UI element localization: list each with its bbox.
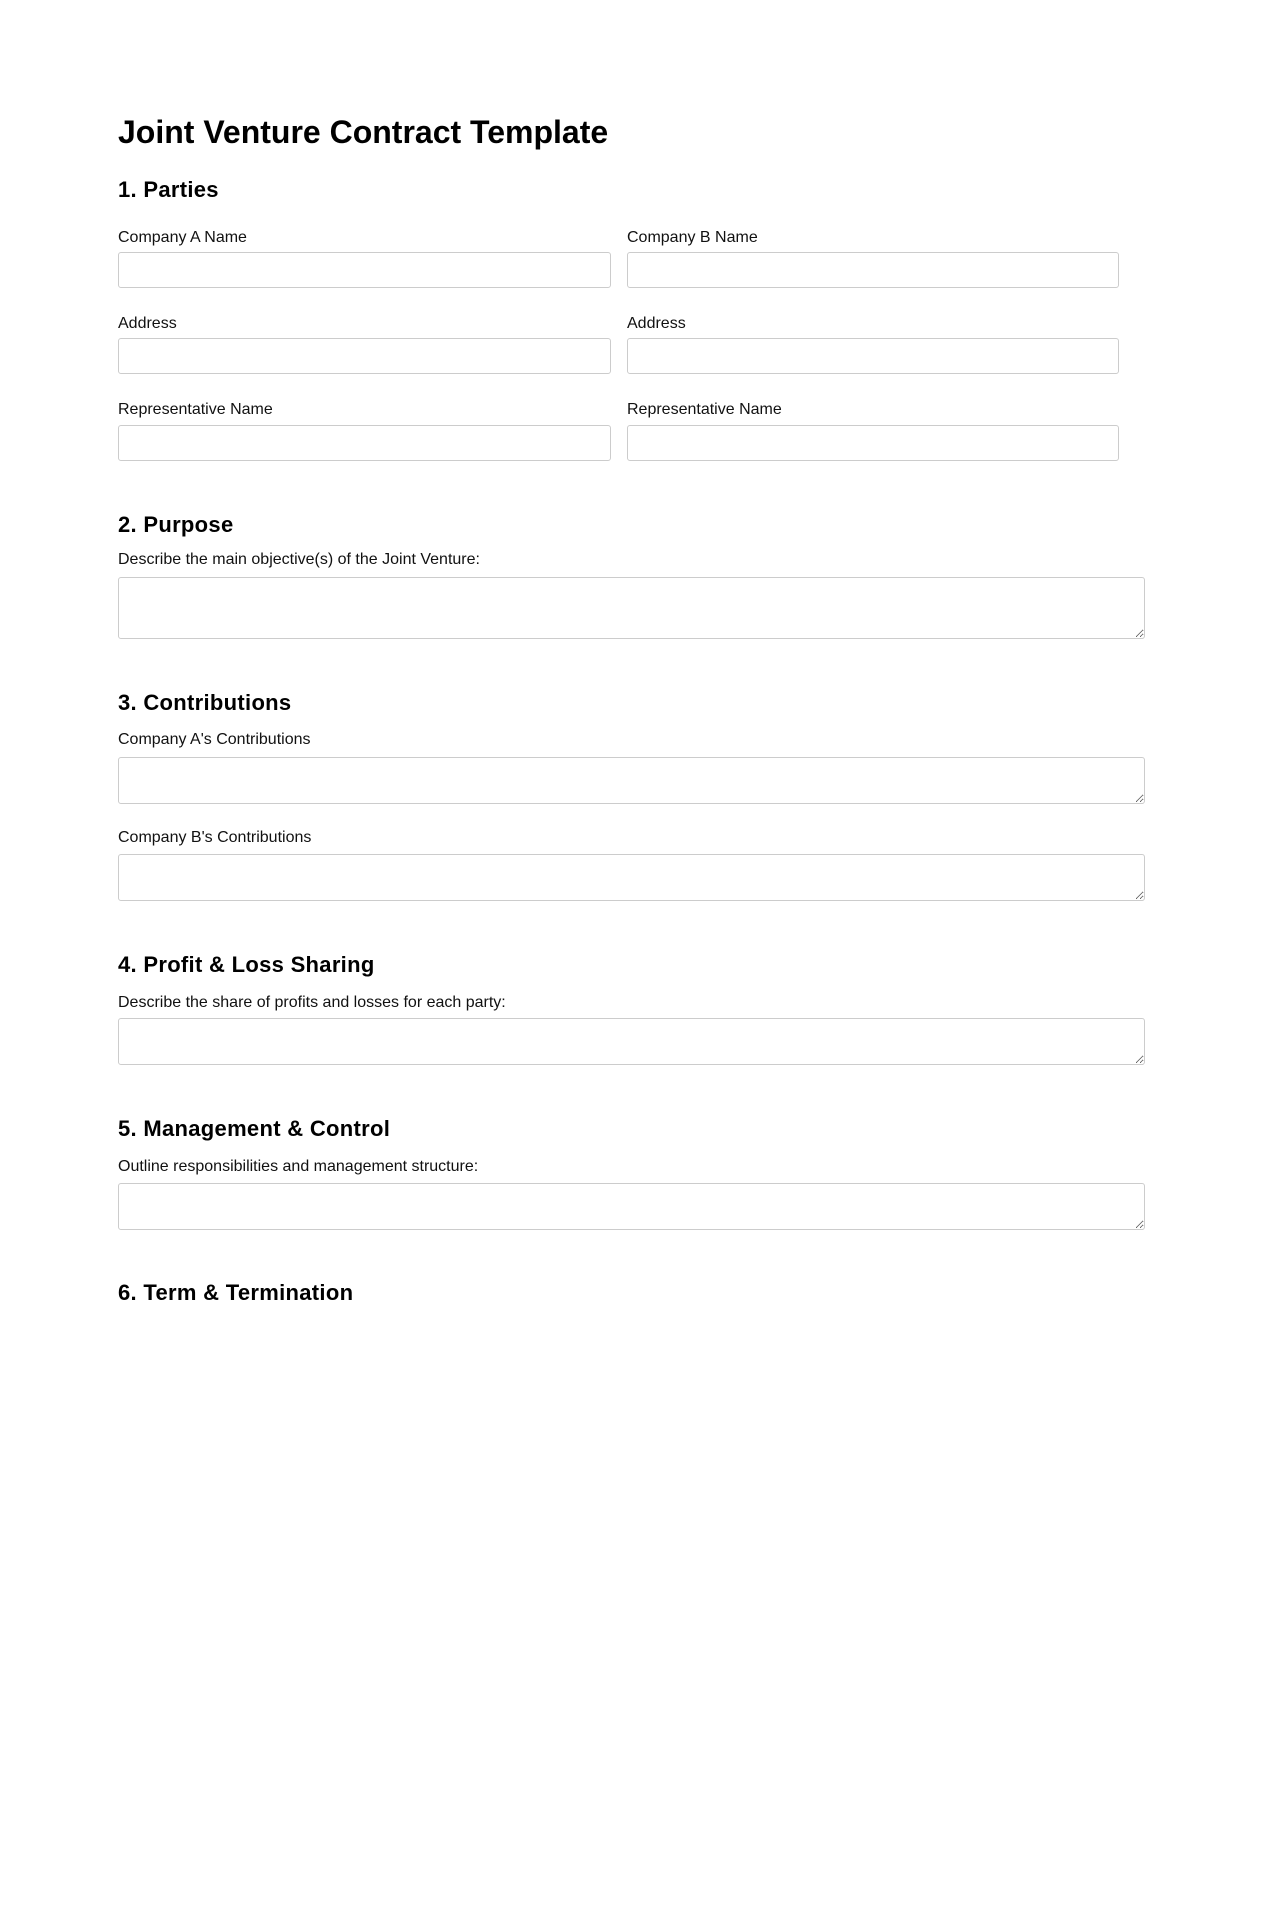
section-heading-management: 5. Management & Control xyxy=(118,1116,391,1141)
company-b-name-label: Company B Name xyxy=(627,229,758,246)
profit-loss-label: Describe the share of profits and losses for each party: xyxy=(118,994,506,1011)
company-a-name-label: Company A Name xyxy=(118,229,247,246)
company-b-address-input[interactable] xyxy=(627,338,1119,374)
company-b-name-input[interactable] xyxy=(627,252,1119,288)
profit-loss-textarea[interactable] xyxy=(118,1018,1145,1065)
company-a-address-input[interactable] xyxy=(118,338,611,374)
section-heading-term-termination: 6. Term & Termination xyxy=(118,1280,354,1305)
company-a-name-input[interactable] xyxy=(118,252,611,288)
page-title: Joint Venture Contract Template xyxy=(118,114,609,150)
company-a-contributions-textarea[interactable] xyxy=(118,757,1145,804)
section-heading-contributions: 3. Contributions xyxy=(118,690,292,715)
company-b-contributions-textarea[interactable] xyxy=(118,854,1145,901)
company-b-representative-label: Representative Name xyxy=(627,401,782,418)
purpose-textarea[interactable] xyxy=(118,577,1145,639)
company-b-representative-input[interactable] xyxy=(627,425,1119,461)
management-label: Outline responsibilities and management structure: xyxy=(118,1158,479,1175)
company-a-contributions-label: Company A's Contributions xyxy=(118,731,311,748)
management-textarea[interactable] xyxy=(118,1183,1145,1230)
company-a-representative-input[interactable] xyxy=(118,425,611,461)
section-heading-parties: 1. Parties xyxy=(118,177,219,202)
company-a-representative-label: Representative Name xyxy=(118,401,273,418)
section-heading-profit-loss: 4. Profit & Loss Sharing xyxy=(118,952,375,977)
section-heading-purpose: 2. Purpose xyxy=(118,512,234,537)
company-b-address-label: Address xyxy=(627,315,686,332)
purpose-label: Describe the main objective(s) of the Joint Venture: xyxy=(118,551,480,568)
company-b-contributions-label: Company B's Contributions xyxy=(118,829,312,846)
company-a-address-label: Address xyxy=(118,315,177,332)
